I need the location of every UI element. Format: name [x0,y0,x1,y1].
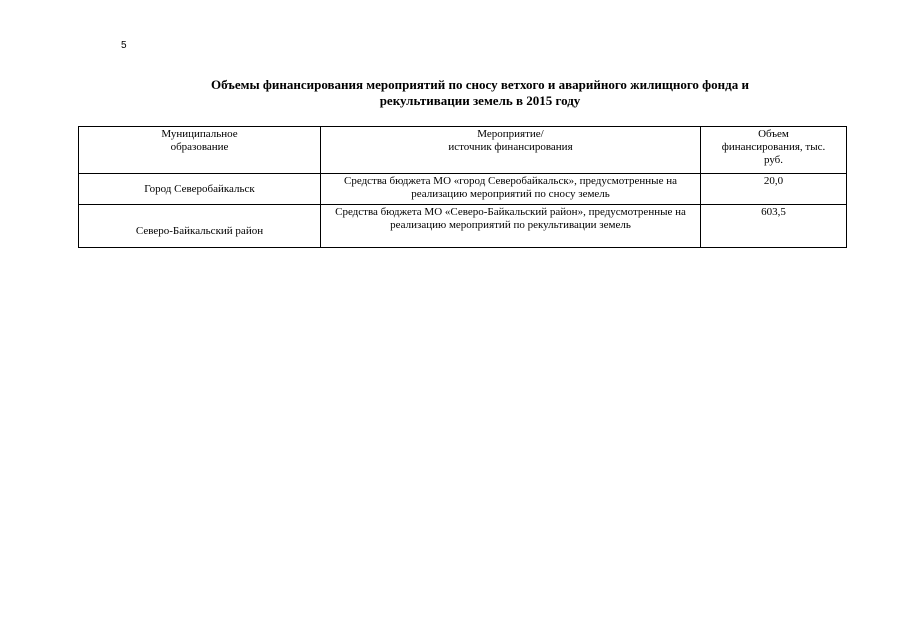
cell-municipality: Северо-Байкальский район [79,205,321,248]
document-title-line-2: рекультивации земель в 2015 году [379,93,581,108]
header-activity [321,127,701,174]
header-volume-line-1: Объем [758,128,789,140]
cell-volume: 20,0 [701,174,847,205]
cell-activity: Средства бюджета МО «город Северобайкальск», предусмотренные на реализацию мероприятий по сносу земель [321,174,701,205]
cell-volume: 603,5 [701,205,847,248]
funding-table [78,126,847,248]
page-number: 5 [121,40,127,51]
header-volume [701,127,847,174]
table-row [79,205,847,248]
header-volume-line-2: финансирования, тыс. [721,141,826,153]
header-municipality [79,127,321,174]
document-title [120,77,840,109]
header-activity-line-1: Мероприятие/ [477,128,544,140]
header-municipality-line-2: образование [170,141,229,153]
document-title-line-1: Объемы финансирования мероприятий по сносу ветхого и аварийного жилищного фонда и [211,77,749,92]
header-volume-line-3: руб. [763,154,784,166]
table-header-row [79,127,847,174]
header-activity-line-2: источник финансирования [448,141,573,153]
cell-activity: Средства бюджета МО «Северо-Байкальский район», предусмотренные на реализацию мероприятий по рекультивации земель [321,205,701,248]
header-municipality-line-1: Муниципальное [161,128,238,140]
table-row [79,174,847,205]
cell-municipality: Город Северобайкальск [79,174,321,205]
